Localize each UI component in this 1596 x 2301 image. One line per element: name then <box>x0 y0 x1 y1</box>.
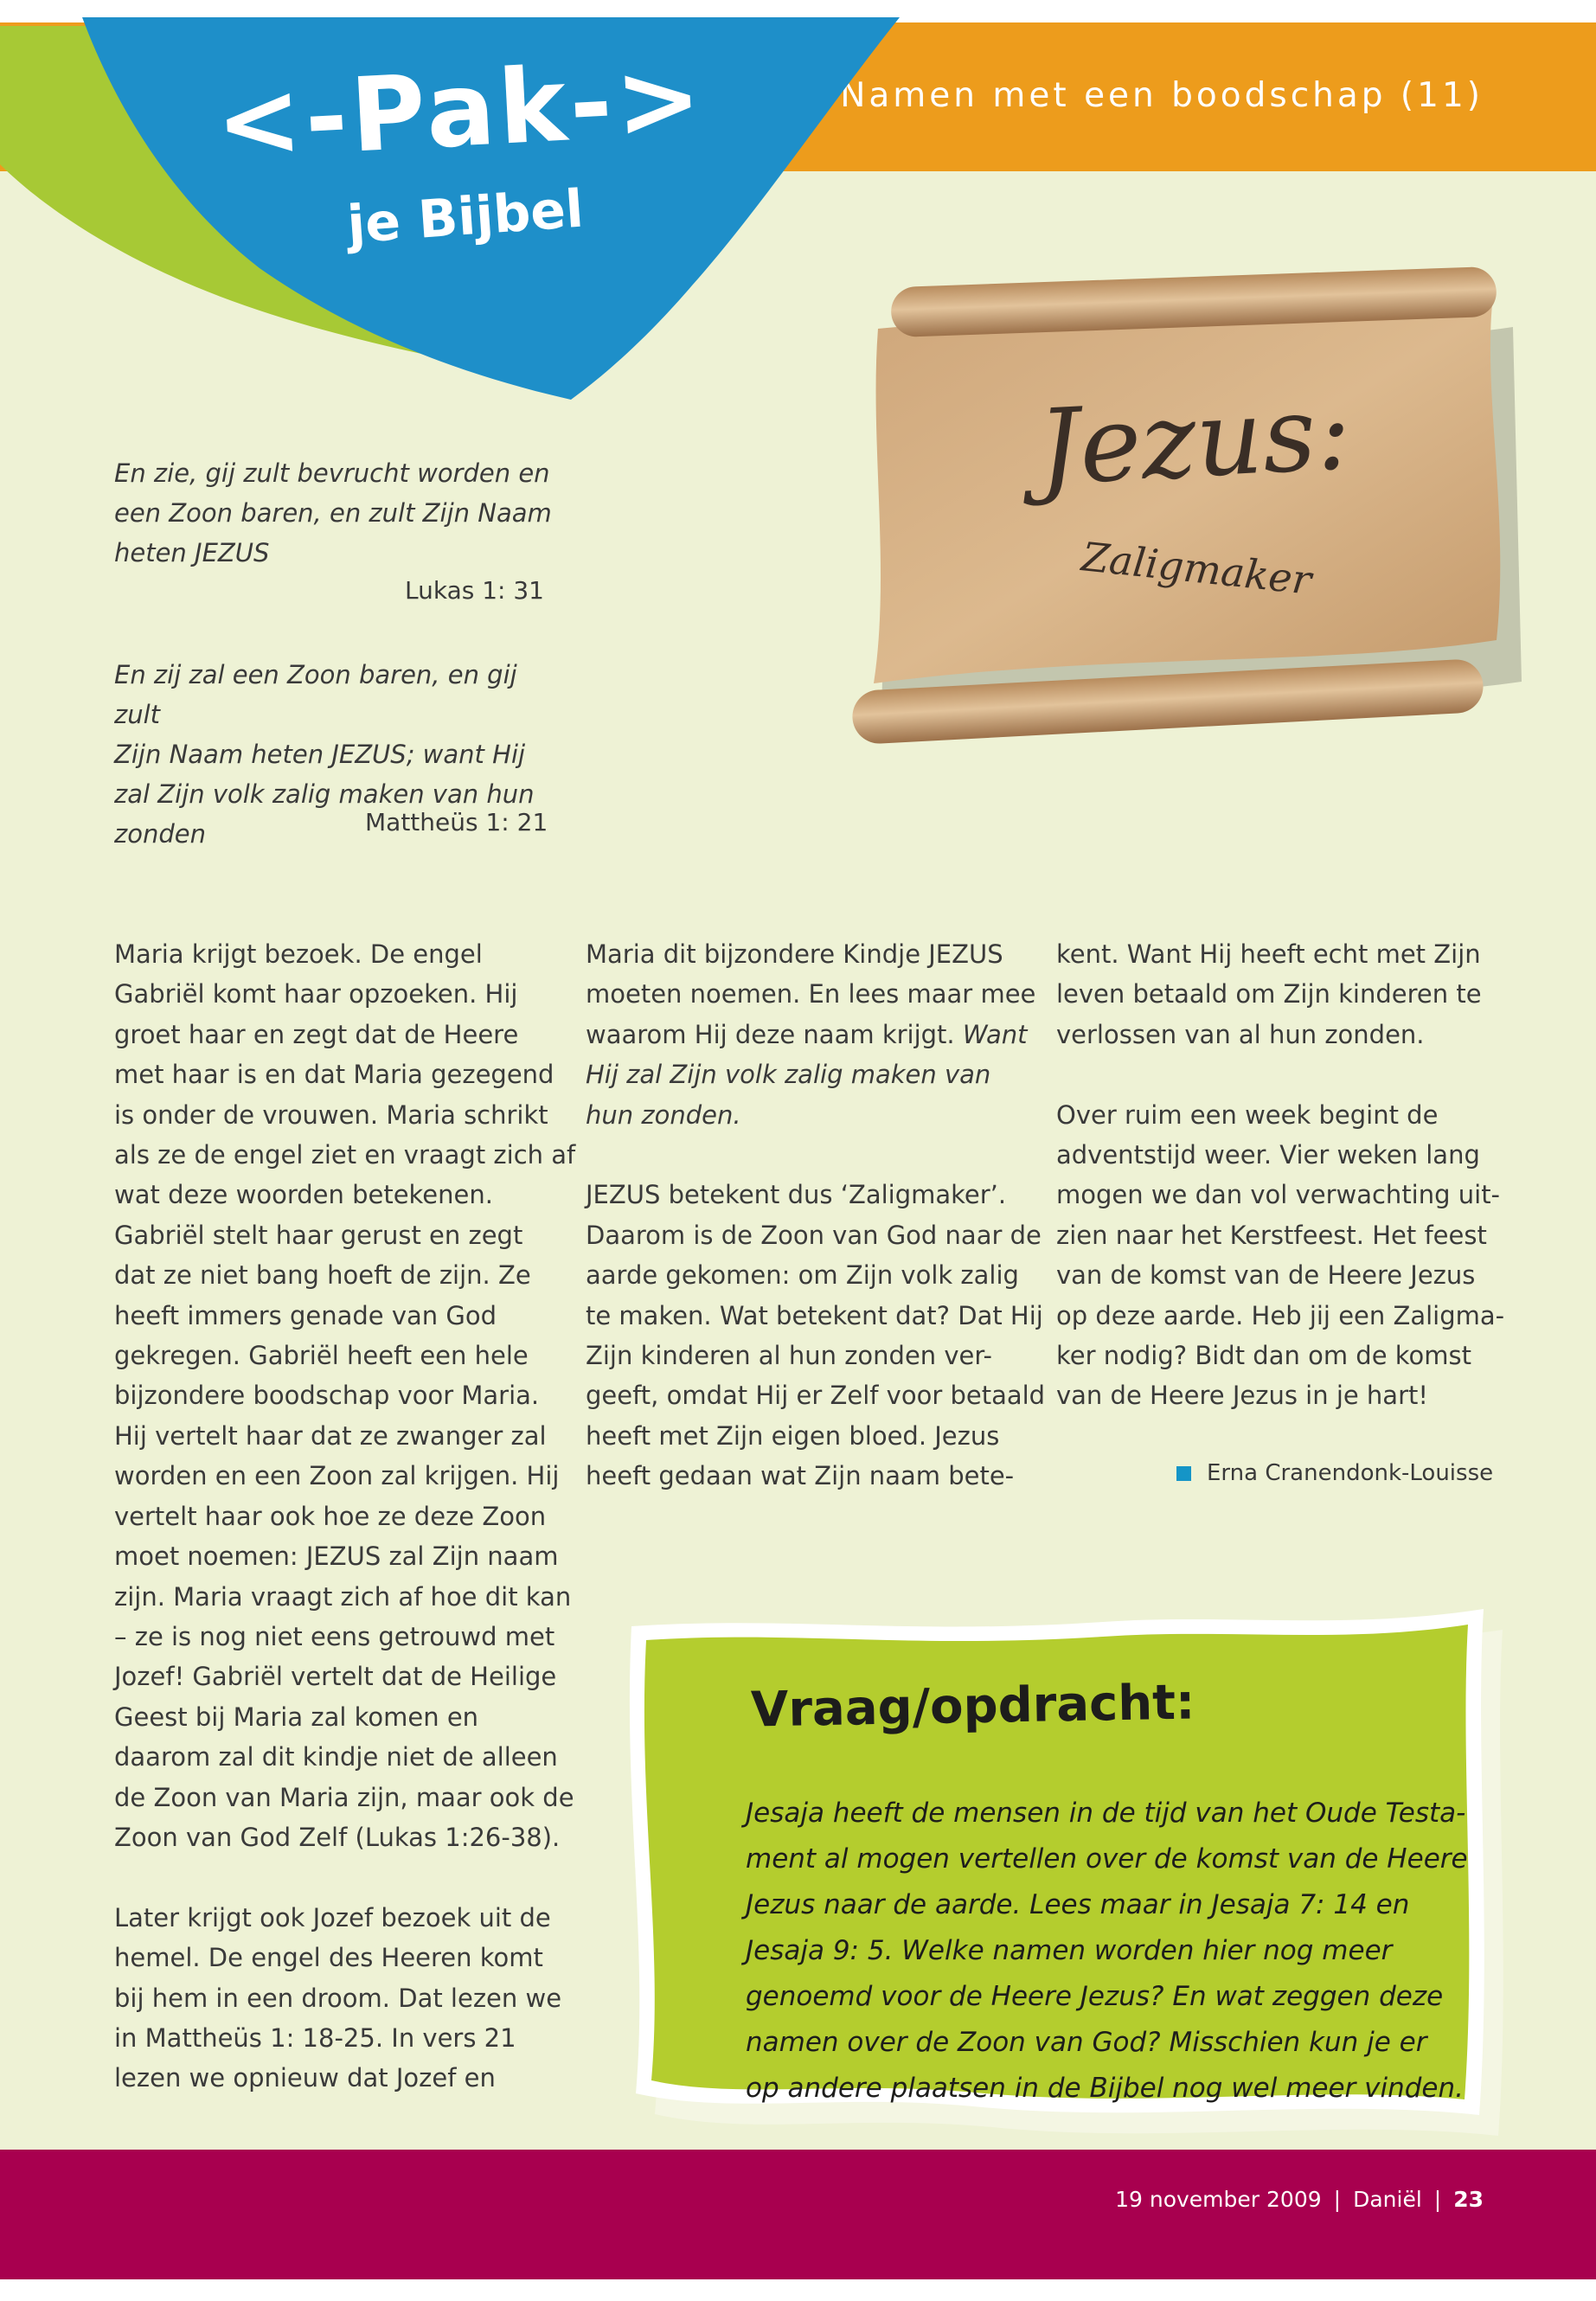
text-line: bijzondere boodschap voor Maria. <box>114 1381 540 1411</box>
text-line: genoemd voor de Heere Jezus? En wat zeggen deze <box>746 1981 1444 2012</box>
paragraph <box>586 1175 1046 1496</box>
page-number: 23 <box>1453 2187 1484 2212</box>
text-line: Later krijgt ook Jozef bezoek uit de <box>114 1902 551 1932</box>
quote-reference-1: Lukas 1: 31 <box>405 576 544 605</box>
text-line: Hij vertelt haar dat ze zwanger zal <box>114 1420 547 1451</box>
text-line: kent. Want Hij heeft echt met Zijn <box>1056 939 1481 969</box>
author-name: Erna Cranendonk-Louisse <box>1207 1460 1494 1486</box>
text-line: Jesaja 9: 5. Welke namen worden hier nog meer <box>746 1935 1393 1966</box>
article-column-2 <box>586 934 1046 1497</box>
text-line: Geest bij Maria zal komen en <box>114 1702 479 1732</box>
text-line: Gabriël stelt haar gerust en zegt <box>114 1220 523 1250</box>
paragraph <box>114 934 576 1857</box>
article-column-3 <box>1056 934 1506 1416</box>
text-line: Gabriël komt haar opzoeken. Hij <box>114 979 518 1009</box>
scroll-title: Jezus: <box>1035 372 1355 510</box>
text-line: heeft gedaan wat Zijn naam bete- <box>586 1461 1015 1491</box>
parchment-scroll-image <box>843 260 1535 761</box>
text-line: lezen we opnieuw dat Jozef en <box>114 2063 496 2093</box>
paragraph <box>1056 1095 1506 1416</box>
text-line: moeten noemen. En lees maar mee <box>586 979 1036 1009</box>
text-line: de Zoon van Maria zijn, maar ook de <box>114 1782 574 1812</box>
paragraph <box>586 934 1035 1135</box>
text-line: hemel. De engel des Heeren komt <box>114 1943 543 1973</box>
text-line: gekregen. Gabriël heeft een hele <box>114 1341 529 1371</box>
text-line: als ze de engel ziet en vraagt zich af <box>114 1140 576 1170</box>
text-line: geeft, omdat Hij er Zelf voor betaald <box>586 1381 1046 1411</box>
text-line: in Mattheüs 1: 18-25. In vers 21 <box>114 2022 516 2053</box>
text-line: op andere plaatsen in de Bijbel nog wel meer vinden. <box>746 2073 1464 2104</box>
logo-sub-text: je Bijbel <box>345 178 586 256</box>
text-line: met haar is en dat Maria gezegend <box>114 1060 554 1090</box>
text-line: van de komst van de Heere Jezus <box>1056 1260 1476 1291</box>
text-line: Over ruim een week begint de <box>1056 1099 1439 1130</box>
quote-line: Zijn Naam heten JEZUS; want Hij <box>114 740 526 769</box>
text-line: zijn. Maria vraagt zich af hoe dit kan <box>114 1581 572 1612</box>
text-line: Maria dit bijzondere Kindje JEZUS <box>586 939 1003 969</box>
issue-date: 19 november 2009 <box>1115 2187 1322 2212</box>
text-line: daarom zal dit kindje niet de alleen <box>114 1742 558 1772</box>
bottom-margin <box>0 2279 1596 2301</box>
text-line: Jozef! Gabriël vertelt dat de Heilige <box>114 1662 557 1692</box>
text-line: heeft immers genade van God <box>114 1300 497 1330</box>
text-line <box>586 1015 1035 1054</box>
text-line: ment al mogen vertellen over de komst van de Heere <box>746 1843 1468 1875</box>
article-column-1 <box>114 934 576 2099</box>
text-line: leven betaald om Zijn kinderen te <box>1056 979 1482 1009</box>
text-line: is onder de vrouwen. Maria schrikt <box>114 1099 548 1130</box>
quote-line: En zij zal een Zoon baren, en gij zult <box>114 660 517 729</box>
italic-text-run: Want <box>962 1019 1028 1049</box>
paragraph <box>1056 934 1506 1054</box>
separator: | <box>1433 2187 1442 2212</box>
scroll-subtitle: Zaligmaker <box>1079 533 1314 604</box>
text-line: Zoon van God Zelf (Lukas 1:26-38). <box>114 1822 561 1852</box>
text-line: zien naar het Kerstfeest. Het feest <box>1056 1220 1487 1250</box>
bible-quote-1 <box>114 453 555 573</box>
question-box-title: Vraag/opdracht: <box>750 1674 1195 1739</box>
text-line: Zijn kinderen al hun zonden ver- <box>586 1341 992 1371</box>
series-title: Namen met een boodschap (11) <box>840 76 1484 115</box>
text-line: Maria krijgt bezoek. De engel <box>114 939 483 969</box>
text-run: waarom Hij deze naam krijgt. <box>586 1019 955 1049</box>
text-line: dat ze niet bang hoeft de zijn. Ze <box>114 1260 531 1291</box>
text-line: aarde gekomen: om Zijn volk zalig <box>586 1260 1019 1291</box>
text-line: adventstijd weer. Vier weken lang <box>1056 1140 1480 1170</box>
paragraph <box>114 1898 564 2099</box>
quote-line: een Zoon baren, en zult Zijn Naam <box>114 498 552 528</box>
text-line: bij hem in een droom. Dat lezen we <box>114 1983 562 2013</box>
quote-line: En zie, gij zult bevrucht worden en <box>114 458 550 488</box>
text-line: wat deze woorden betekenen. <box>114 1180 493 1210</box>
bullet-square-icon <box>1176 1466 1191 1481</box>
text-line: Jesaja heeft de mensen in de tijd van het Oude Testa- <box>746 1798 1466 1829</box>
quote-line: zal Zijn volk zalig maken van hun <box>114 779 535 809</box>
text-line: worden en een Zoon zal krijgen. Hij <box>114 1461 560 1491</box>
logo-main-text: <-Pak-> <box>213 37 708 183</box>
author-byline <box>1176 1460 1493 1486</box>
text-line: Hij zal Zijn volk zalig maken van <box>586 1060 991 1090</box>
text-line: ker nodig? Bidt dan om de komst <box>1056 1341 1471 1371</box>
text-line: vertelt haar ook hoe ze deze Zoon <box>114 1501 547 1531</box>
text-line: heeft met Zijn eigen bloed. Jezus <box>586 1420 1000 1451</box>
quote-reference-2: Mattheüs 1: 21 <box>365 808 548 836</box>
question-box-text <box>746 1791 1468 2112</box>
text-line: moet noemen: JEZUS zal Zijn naam <box>114 1541 559 1572</box>
text-line: mogen we dan vol verwachting uit- <box>1056 1180 1501 1210</box>
text-line: hun zonden. <box>586 1099 741 1130</box>
publication-name: Daniël <box>1353 2187 1422 2212</box>
quote-line: zonden <box>114 819 206 849</box>
text-line: Daarom is de Zoon van God naar de <box>586 1220 1042 1250</box>
text-line: – ze is nog niet eens getrouwd met <box>114 1621 555 1651</box>
footer-info <box>1115 2187 1484 2212</box>
text-line: van de Heere Jezus in je hart! <box>1056 1381 1429 1411</box>
text-line: groet haar en zegt dat de Heere <box>114 1019 519 1049</box>
text-line: JEZUS betekent dus ‘Zaligmaker’. <box>586 1180 1007 1210</box>
quote-line: heten JEZUS <box>114 538 270 567</box>
text-line: te maken. Wat betekent dat? Dat Hij <box>586 1300 1043 1330</box>
footer-band <box>0 2150 1596 2279</box>
text-line: namen over de Zoon van God? Misschien kun je er <box>746 2027 1427 2058</box>
text-line: op deze aarde. Heb jij een Zaligma- <box>1056 1300 1505 1330</box>
text-line: verlossen van al hun zonden. <box>1056 1019 1425 1049</box>
separator: | <box>1333 2187 1342 2212</box>
text-line: Jezus naar de aarde. Lees maar in Jesaja 7: 14 en <box>746 1889 1410 1920</box>
